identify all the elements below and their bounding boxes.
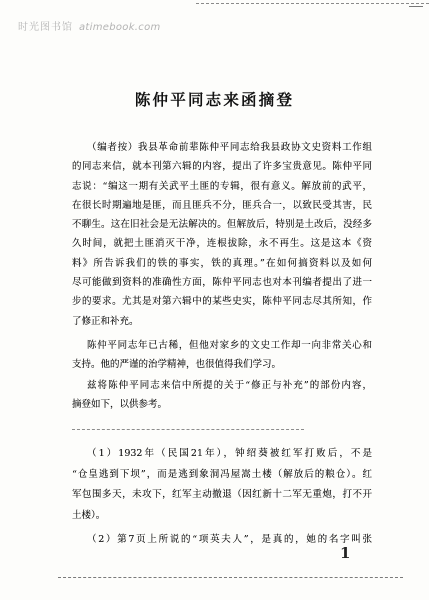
text-line: 土楼）。 (72, 509, 106, 521)
correction-item (72, 530, 372, 551)
watermark-name: 时光图书馆 (18, 22, 73, 33)
text-line: 兹将陈仲平同志来信中所提的关于“修正与补充”的部份内容， (87, 380, 372, 391)
article-title: 陈仲平同志来函摘登 (134, 90, 295, 109)
text-line: 支持。他的严谨的治学精神，也很值得我们学习。 (72, 359, 282, 371)
correction-item (72, 444, 372, 526)
text-line: 尽可能做到资料的准确性方面，陈仲平同志也对本刊编者提出了进一 (72, 277, 372, 289)
editor-note-paragraph (72, 376, 372, 415)
text-line: （1）1932年（民国21年），钟绍葵被红军打败后，不是 (87, 448, 372, 459)
editor-note-paragraph (72, 336, 372, 375)
watermark-site: atimebook.com (79, 22, 161, 33)
text-line: 了修正和补充。 (72, 315, 139, 327)
text-line: “仓皇逃到下坝”，而是逃到象洞冯屋嵩土楼（解放后的粮仓）。红 (72, 468, 372, 480)
bottom-rule (58, 577, 403, 578)
text-line: 的同志来信，就本刊第六辑的内容，提出了许多宝贵意见。陈仲平同 (72, 161, 372, 173)
text-line: 久时间，就把土匪消灭干净，连根拔除，永不再生。这是这本《资 (72, 238, 372, 250)
text-line: 军包围多天，未攻下，红军主动撤退（因红新十二军无重炮，打不开 (72, 489, 372, 501)
text-line: 摘登如下，以供参考。 (72, 399, 168, 411)
text-line: 不聊生。这在旧社会是无法解决的。但解放后，特别是土改后，没经多 (72, 219, 372, 231)
text-line: 料》所告诉我们的铁的事实，铁的真理。”在如何搞资料以及如何 (72, 257, 372, 269)
top-corner-mark (409, 0, 423, 7)
section-divider (72, 429, 304, 430)
editor-note-paragraph (72, 138, 372, 331)
text-line: （2）第7页上所说的“项英夫人”，是真的，她的名字叫张 (87, 534, 372, 545)
text-line: 在很长时期遍地是匪，而且匪兵不分，匪兵合一，以致民受其害，民 (72, 199, 372, 211)
watermark (18, 21, 161, 35)
text-line: 步的要求。尤其是对第六辑中的某些史实，陈仲平同志尽其所知，作 (72, 296, 372, 308)
page-number: 1 (340, 544, 351, 562)
text-line: 志说：“编这一期有关武平土匪的专辑，很有意义。解放前的武平， (72, 180, 372, 192)
top-rule (196, 3, 429, 4)
text-line: 陈仲平同志年已古稀，但他对家乡的文史工作却一向非常关心和 (87, 340, 372, 351)
text-line: （编者按）我县革命前辈陈仲平同志给我县政协文史资料工作组 (87, 142, 372, 153)
